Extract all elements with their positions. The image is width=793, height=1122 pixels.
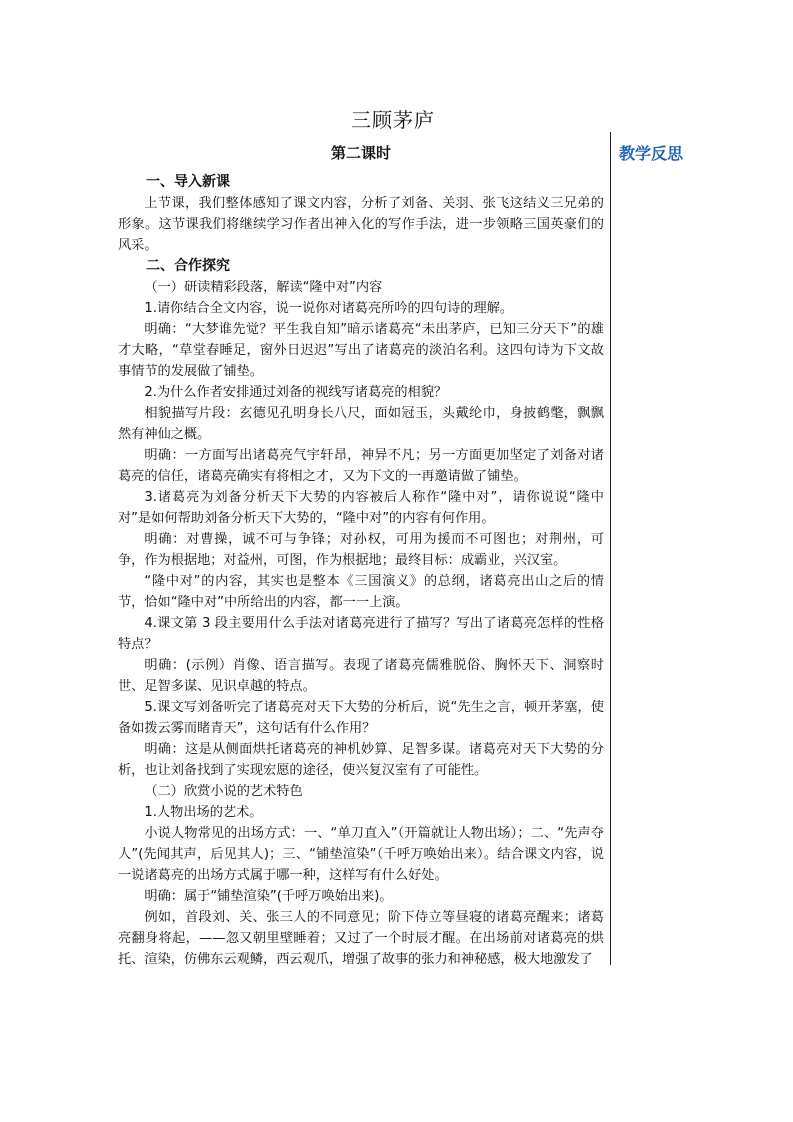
paragraph: 明确：一方面写出诸葛亮气宇轩昂，神异不凡；另一方面更加坚定了刘备对诸葛亮的信任，诸葛亮确实有将相之才，又为下文的一再邀请做了铺垫。 — [118, 448, 604, 484]
document-title: 三顾茅庐 — [351, 108, 435, 132]
paragraph: 明确：这是从侧面烘托诸葛亮的神机妙算、足智多谋。诸葛亮对天下大势的分析，也让刘备找到了实现宏愿的途径，使兴复汉室有了可能性。 — [118, 742, 604, 778]
column-divider — [610, 132, 611, 965]
paragraph: （二）欣赏小说的艺术特色 — [144, 784, 303, 799]
paragraph: 明确：属于“铺垫渲染”(千呼万唤始出来)。 — [144, 889, 393, 904]
lesson-heading: 第二课时 — [330, 144, 391, 162]
paragraph-list — [118, 172, 604, 970]
paragraph: 明确：“大梦谁先觉？平生我自知”暗示诸葛亮“未出茅庐，已知三分天下”的雄才大略，“草堂春睡足，窗外日迟迟”写出了诸葛亮的淡泊名利。这四句诗为下文故事情节的发展做了铺垫。 — [118, 322, 604, 379]
paragraph: 明确：(示例）肖像、语言描写。表现了诸葛亮儒雅脱俗、胸怀天下、洞察时世、足智多谋、见识卓越的特点。 — [118, 658, 604, 694]
section-heading: 一、导入新课 — [146, 174, 230, 190]
paragraph: 例如，首段刘、关、张三人的不同意见；阶下侍立等昼寝的诸葛亮醒来；诸葛亮翻身将起，——忽又朝里壁睡着；又过了一个时辰才醒。在出场前对诸葛亮的烘托、渲染，仿佛东云观鳞，西云观爪，增强了故事的张力和神秘感，极大地激发了 — [118, 910, 604, 967]
paragraph: 1.人物出场的艺术。 — [144, 805, 263, 820]
paragraph: 5.课文写刘备听完了诸葛亮对天下大势的分析后，说“先生之言，顿开茅塞，使备如拨云雾而睹青天”，这句话有什么作用？ — [118, 700, 604, 736]
paragraph: 明确：对曹操，诚不可与争锋；对孙权，可用为援而不可图也；对荆州，可争，作为根据地；对益州，可图，作为根据地；最终目标：成霸业，兴汉室。 — [118, 532, 604, 568]
paragraph: “隆中对”的内容，其实也是整本《三国演义》的总纲，诸葛亮出山之后的情节，恰如“隆中对”中所给出的内容，都一一上演。 — [118, 574, 604, 610]
paragraph: （一）研读精彩段落，解读“隆中对”内容 — [144, 280, 383, 295]
paragraph: 3.诸葛亮为刘备分析天下大势的内容被后人称作“隆中对”，请你说说“隆中对”是如何帮助刘备分析天下大势的，“隆中对”的内容有何作用。 — [118, 490, 604, 526]
paragraph: 相貌描写片段：玄德见孔明身长八尺，面如冠玉，头戴纶巾，身披鹤氅，飘飘然有神仙之概。 — [118, 406, 604, 442]
section-heading: 二、合作探究 — [146, 258, 230, 274]
main-text — [118, 143, 604, 970]
paragraph: 2.为什么作者安排通过刘备的视线写诸葛亮的相貌？ — [144, 385, 448, 400]
teaching-reflection-heading: 教学反思 — [619, 144, 684, 163]
paragraph: 小说人物常见的出场方式：一、“单刀直入”（开篇就让人物出场）；二、“先声夺人”(先闻其声，后见其人)；三、“铺垫渲染”（千呼万唤始出来）。结合课文内容，说一说诸葛亮的出场方式属于哪一种，这样写有什么好处。 — [118, 826, 604, 883]
paragraph: 4.课文第 3 段主要用什么手法对诸葛亮进行了描写？写出了诸葛亮怎样的性格特点？ — [118, 616, 604, 652]
paragraph: 上节课，我们整体感知了课文内容，分析了刘备、关羽、张飞这结义三兄弟的形象。这节课我们将继续学习作者出神入化的写作手法，进一步领略三国英豪们的风采。 — [118, 196, 604, 253]
paragraph: 1.请你结合全文内容，说一说你对诸葛亮所吟的四句诗的理解。 — [144, 301, 514, 316]
